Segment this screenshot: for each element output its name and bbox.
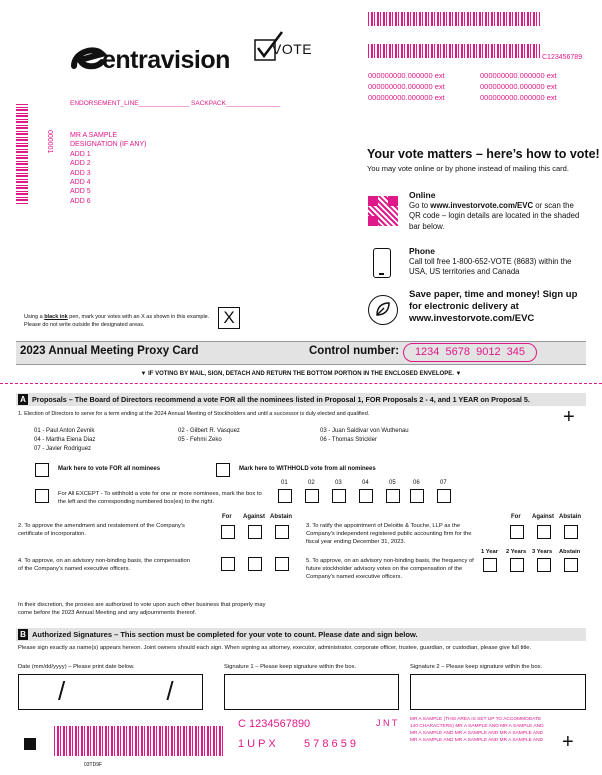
footer-sample-text: MR A SAMPLE (THIS AREA IS SET UP TO ACCOMMODATE 140 CHARACTERS) MR A SAMPLE AND MR A SAMPLE AND MR A SAMPLE AND MR A SAMPLE AND MR A SAMPLE AND MR A SAMPLE AND MR A SAMPLE AND MR A SAMPLE AND bbox=[410, 717, 544, 743]
except-checkbox-03[interactable] bbox=[332, 489, 346, 503]
phone-block bbox=[409, 246, 584, 278]
for-all-checkbox[interactable] bbox=[35, 463, 49, 477]
except-checkbox-02[interactable] bbox=[305, 489, 319, 503]
for-all-label: Mark here to vote FOR all nominees bbox=[58, 466, 161, 472]
col-for: For bbox=[511, 514, 521, 520]
document-code: C123456789 bbox=[542, 54, 583, 61]
except-number: 04 bbox=[362, 480, 369, 486]
section-a-badge: A bbox=[18, 394, 28, 405]
nominee: 04 - Martha Elena Diaz bbox=[34, 437, 96, 443]
except-number: 06 bbox=[413, 480, 420, 486]
p5-1year-checkbox[interactable] bbox=[483, 558, 497, 572]
for-all-except-label: For All EXCEPT - To withhold a vote for one or more nominees, mark the box to the left and the corresponding numbered box(es) to the right. bbox=[58, 491, 262, 505]
address-line: ADD 4 bbox=[70, 179, 91, 187]
vote-info-subtitle: You may vote online or by phone instead of mailing this card. bbox=[367, 164, 569, 173]
withhold-all-label: Mark here to WITHHOLD vote from all nominees bbox=[239, 466, 376, 472]
date-label: Date (mm/dd/yyyy) – Please print date below. bbox=[18, 664, 135, 670]
ext-line: 000000000.000000 ext bbox=[368, 82, 445, 91]
proxy-card-title: 2023 Annual Meeting Proxy Card bbox=[20, 345, 199, 357]
detach-line bbox=[0, 383, 602, 384]
address-block bbox=[70, 131, 147, 206]
online-url[interactable]: www.investorvote.com/EVC bbox=[430, 200, 534, 210]
col-for: For bbox=[222, 514, 232, 520]
proposal-4-text: 4. To approve, on an advisory non-binding basis, the compensation of the Company's named executive officers. bbox=[18, 558, 190, 572]
nominee: 05 - Fehmi Zeko bbox=[178, 437, 222, 443]
proposal-2-text: 2. To approve the amendment and restatement of the Company's certificate of incorporation. bbox=[18, 523, 185, 537]
example-mark: X bbox=[223, 308, 235, 327]
p3-for-checkbox[interactable] bbox=[510, 525, 524, 539]
entravision-logo bbox=[68, 40, 243, 76]
address-line: ADD 2 bbox=[70, 160, 91, 168]
leaf-icon bbox=[368, 295, 398, 325]
section-b-badge: B bbox=[18, 629, 28, 640]
discretion-text: In their discretion, the proxies are authorized to vote upon such other business that properly may come before the 2023 Annual Meeting and any adjournments thereof. bbox=[18, 602, 266, 616]
online-block bbox=[409, 190, 584, 232]
save-paper-text: Save paper, time and money! Sign up for electronic delivery at www.investorvote.com/EVC bbox=[409, 289, 578, 324]
address-line: DESIGNATION (IF ANY) bbox=[70, 141, 147, 149]
p5-2years-checkbox[interactable] bbox=[510, 558, 524, 572]
except-checkbox-01[interactable] bbox=[278, 489, 292, 503]
address-line: ADD 1 bbox=[70, 150, 91, 158]
except-checkbox-04[interactable] bbox=[359, 489, 373, 503]
withhold-all-checkbox[interactable] bbox=[216, 463, 230, 477]
date-slashes: / / bbox=[58, 676, 174, 706]
p4-for-checkbox[interactable] bbox=[221, 557, 235, 571]
ext-line: 000000000.000000 ext bbox=[480, 71, 557, 80]
ext-lines bbox=[368, 70, 588, 103]
col-abstain: Abstain bbox=[270, 514, 293, 520]
except-number: 02 bbox=[308, 480, 315, 486]
phone-text: Call toll free 1-800-652-VOTE (8683) within the USA, US territories and Canada bbox=[409, 256, 572, 276]
vote-info-title: Your vote matters – here’s how to vote! bbox=[367, 147, 600, 161]
except-checkbox-07[interactable] bbox=[437, 489, 451, 503]
freq-col: 1 Year bbox=[481, 549, 498, 555]
nominee: 06 - Thomas Strickler bbox=[320, 437, 377, 443]
address-line: ADD 3 bbox=[70, 169, 91, 177]
address-line: ADD 5 bbox=[70, 188, 91, 196]
detach-notice: ▼ IF VOTING BY MAIL, SIGN, DETACH AND RETURN THE BOTTOM PORTION IN THE ENCLOSED ENVELOPE. ▼ bbox=[140, 371, 462, 377]
p2-abstain-checkbox[interactable] bbox=[275, 525, 289, 539]
footer-upx: 1 U P X bbox=[238, 738, 276, 750]
form-code: 03TD9F bbox=[84, 762, 103, 768]
phone-title: Phone bbox=[409, 246, 435, 256]
brand-name: entravision bbox=[102, 46, 230, 74]
p3-abstain-checkbox[interactable] bbox=[564, 525, 578, 539]
freq-col: 3 Years bbox=[532, 549, 553, 555]
footer-number: 5 7 8 6 5 9 bbox=[304, 738, 356, 750]
vertical-code: 000001 bbox=[46, 130, 53, 154]
endorsement-line: ENDORSEMENT_LINE______________ SACKPACK_______________ bbox=[70, 100, 281, 107]
barcode-top bbox=[368, 12, 540, 26]
signature-instructions: Please sign exactly as name(s) appears hereon. Joint owners should each sign. When signing as attorney, executor, administrator, corporate officer, trustee, guardian, or custodian, please give full title. bbox=[18, 645, 532, 651]
footer-code: C 1234567890 bbox=[238, 718, 311, 730]
freq-col: Abstain bbox=[559, 549, 581, 555]
p3-against-checkbox[interactable] bbox=[537, 525, 551, 539]
freq-col: 2 Years bbox=[506, 549, 527, 555]
col-against: Against bbox=[532, 514, 555, 520]
p4-abstain-checkbox[interactable] bbox=[275, 557, 289, 571]
p2-against-checkbox[interactable] bbox=[248, 525, 262, 539]
signature-1-box[interactable] bbox=[224, 674, 399, 710]
ext-line: 000000000.000000 ext bbox=[368, 93, 445, 102]
barcode-top-2 bbox=[368, 44, 540, 58]
qr-code-icon bbox=[368, 196, 398, 226]
footer-plus: + bbox=[562, 731, 574, 753]
nominee: 02 - Gilbert R. Vasquez bbox=[178, 428, 240, 434]
online-text: Go to www.investorvote.com/EVC or scan the QR code – login details are located in the shaded bar below. bbox=[409, 200, 580, 231]
nominee: 03 - Juan Saldivar von Wuthenau bbox=[320, 428, 409, 434]
registration-plus: + bbox=[563, 406, 575, 428]
for-all-except-checkbox[interactable] bbox=[35, 489, 49, 503]
section-a-title: A Proposals – The Board of Directors recommend a vote FOR all the nominees listed in Proposal 1, FOR Proposals 2 - 4, and 1 YEAR on Proposal 5. bbox=[18, 394, 530, 405]
except-checkbox-05[interactable] bbox=[386, 489, 400, 503]
ext-line: 000000000.000000 ext bbox=[480, 93, 557, 102]
nominee: 07 - Javier Rodriguez bbox=[34, 446, 92, 452]
except-number: 07 bbox=[440, 480, 447, 486]
p5-abstain-checkbox[interactable] bbox=[564, 558, 578, 572]
ext-line: 000000000.000000 ext bbox=[480, 82, 557, 91]
section-b-title: B Authorized Signatures – This section must be completed for your vote to count. Please date and sign below. bbox=[18, 629, 418, 640]
vertical-barcode bbox=[16, 104, 28, 204]
example-mark-box bbox=[218, 307, 240, 329]
col-against: Against bbox=[243, 514, 266, 520]
sig1-label: Signature 1 – Please keep signature within the box. bbox=[224, 664, 357, 670]
online-title: Online bbox=[409, 190, 436, 200]
control-number: 1234 5678 9012 345 bbox=[403, 343, 537, 362]
proposal-1-text: 1. Election of Directors to serve for a term ending at the 2024 Annual Meeting of Stockholders and until a successor is duly elected and qualified. bbox=[18, 411, 370, 417]
phone-icon bbox=[373, 248, 391, 278]
except-checkbox-06[interactable] bbox=[410, 489, 424, 503]
sig2-label: Signature 2 – Please keep signature within the box. bbox=[410, 664, 543, 670]
vote-logo bbox=[252, 28, 312, 68]
footer-square bbox=[24, 738, 36, 750]
marking-instructions: Using a black ink pen, mark your votes with an X as shown in this example. Please do not write outside the designated areas. bbox=[24, 314, 210, 328]
col-abstain: Abstain bbox=[559, 514, 582, 520]
footer-barcode bbox=[54, 726, 224, 756]
signature-2-box[interactable] bbox=[410, 674, 586, 710]
proposal-3-text: 3. To ratify the appointment of Deloitte & Touche, LLP as the Company's independent registered public accounting firm for the fiscal year ending December 31, 2023. bbox=[306, 523, 472, 545]
except-number: 05 bbox=[389, 480, 396, 486]
except-number: 01 bbox=[281, 480, 288, 486]
p5-3years-checkbox[interactable] bbox=[537, 558, 551, 572]
vote-logo-text: VOTE bbox=[272, 41, 313, 57]
nominee: 01 - Paul Anton Zevnik bbox=[34, 428, 95, 434]
ext-line: 000000000.000000 ext bbox=[368, 71, 445, 80]
address-line: ADD 6 bbox=[70, 197, 91, 205]
address-line: MR A SAMPLE bbox=[70, 132, 118, 139]
proposal-5-text: 5. To approve, on an advisory non-binding basis, the frequency of future stockholder advisory votes on the compensation of the Company's named executive officers. bbox=[306, 558, 474, 580]
control-number-label: Control number: bbox=[309, 345, 400, 357]
p4-against-checkbox[interactable] bbox=[248, 557, 262, 571]
except-number: 03 bbox=[335, 480, 342, 486]
footer-jnt: J N T bbox=[376, 718, 398, 728]
p2-for-checkbox[interactable] bbox=[221, 525, 235, 539]
